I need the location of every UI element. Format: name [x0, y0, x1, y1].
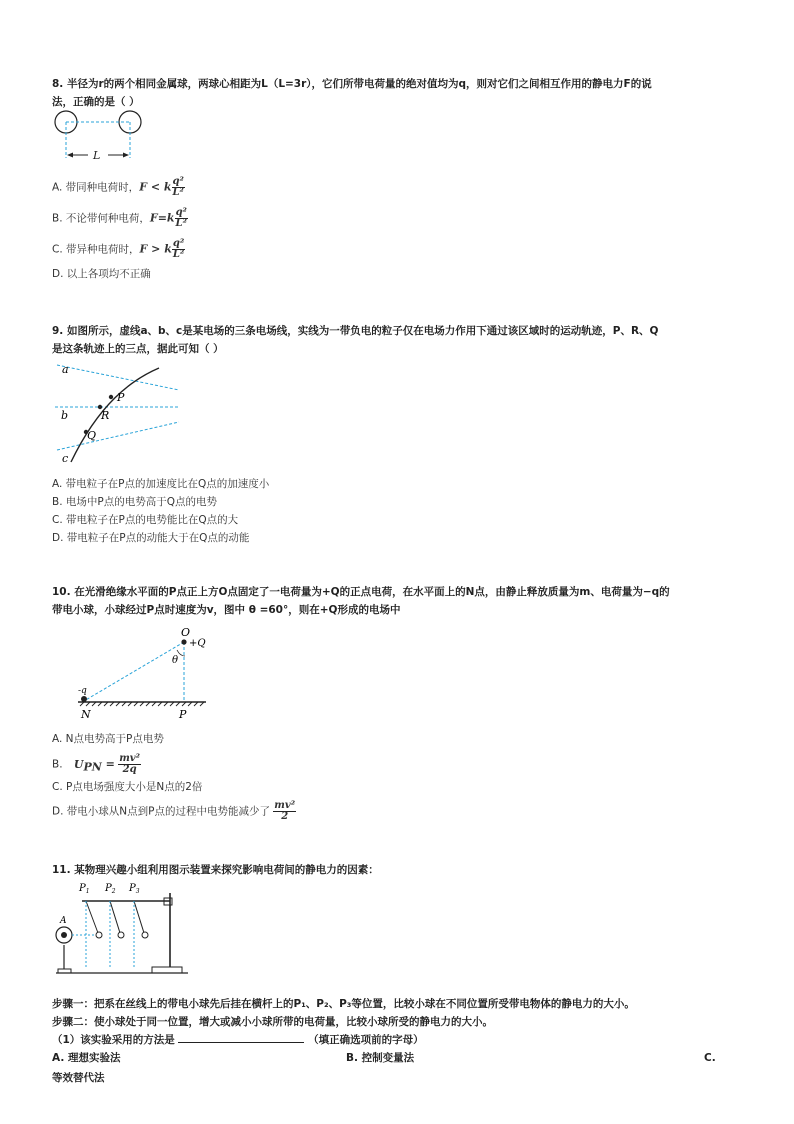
- q8-stem-line2: 法，正确的是（ ）: [52, 96, 140, 108]
- stand-right-base: [152, 967, 182, 973]
- arrowhead-right-icon: [123, 153, 129, 158]
- fraction-denominator: 2: [281, 811, 289, 822]
- fraction-numerator: q²: [172, 176, 184, 187]
- field-line-c: [57, 422, 179, 450]
- q9-stem-line2: 是这条轨迹上的三点，据此可知（ ）: [52, 343, 224, 355]
- q11-sub1-suffix: （填正确选项前的字母）: [308, 1034, 424, 1046]
- q11-step1: 步骤一：把系在丝线上的带电小球先后挂在横杆上的P₁、P₂、P₃等位置，比较小球在不同位置所受带电物体的静电力的大小。: [52, 998, 635, 1010]
- q8-stem: [52, 75, 652, 111]
- q9-option-c: C. 带电粒子在P点的电势能比在Q点的大: [52, 514, 239, 526]
- label-p1: $P_1$: [79, 883, 90, 895]
- fraction: [172, 239, 185, 260]
- fraction-denominator: 2q: [122, 764, 137, 775]
- fraction: [118, 754, 141, 775]
- q11-sub1-prefix: （1）该实验采用的方法是: [52, 1034, 175, 1046]
- q8-option-c: [52, 239, 185, 260]
- label-p: P: [117, 391, 125, 404]
- answer-blank[interactable]: [178, 1032, 304, 1043]
- q8-option-c-formula: F > k: [139, 242, 172, 256]
- ball-2: [118, 932, 124, 938]
- q8-figure: [50, 108, 150, 164]
- label-L: L: [93, 149, 101, 162]
- fraction: [273, 801, 296, 822]
- q9-option-a: A. 带电粒子在P点的加速度比在Q点的加速度小: [52, 478, 270, 490]
- field-line-a: [57, 365, 179, 390]
- label-p3: $P_3$: [129, 883, 140, 895]
- q9-option-d: D. 带电粒子在P点的动能大于在Q点的动能: [52, 532, 250, 544]
- q9-option-b: B. 电场中P点的电势高于Q点的电势: [52, 496, 217, 508]
- label-plus-q: +Q: [189, 638, 206, 649]
- charged-body-a-core: [61, 932, 67, 938]
- ball-n: [81, 696, 87, 702]
- q10-stem-line2: 带电小球，小球经过P点时速度为v，图中 θ =60°，则在+Q形成的电场中: [52, 604, 401, 616]
- trajectory: [71, 368, 159, 462]
- label-c: c: [62, 452, 69, 465]
- q9-stem: [52, 322, 658, 358]
- arrowhead-left-icon: [67, 153, 73, 158]
- q8-option-b: [52, 208, 188, 229]
- q8-option-c-text: C. 带异种电荷时，: [52, 243, 140, 256]
- thread-1: [86, 901, 98, 933]
- q10-stem: [52, 583, 670, 619]
- q11-stem: 11. 某物理兴趣小组利用图示装置来探究影响电荷间的静电力的因素：: [52, 864, 379, 876]
- label-minus-q: -q: [78, 686, 87, 696]
- q8-option-b-formula: F=k: [149, 211, 175, 225]
- q9-figure: [55, 362, 185, 467]
- q11-choice-a: A. 理想实验法: [52, 1052, 121, 1064]
- q8-option-a: [52, 177, 185, 198]
- q11-choice-c-text: 等效替代法: [52, 1072, 105, 1084]
- formula-subscript: PN: [83, 760, 102, 774]
- line-o-n: [84, 642, 184, 701]
- q10-option-d: [52, 801, 296, 822]
- label-a: A: [60, 916, 67, 926]
- formula-equals: =: [101, 757, 115, 771]
- fraction: [175, 208, 188, 229]
- fraction-numerator: q²: [172, 238, 185, 249]
- q8-option-d: D. 以上各项均不正确: [52, 268, 151, 280]
- q11-choice-b: B. 控制变量法: [346, 1052, 415, 1064]
- fraction-numerator: mv²: [274, 800, 296, 811]
- label-p: P: [179, 708, 187, 721]
- label-b: b: [61, 409, 69, 422]
- formula-u: U: [73, 757, 84, 771]
- q8-option-b-text: B. 不论带何种电荷，: [52, 212, 150, 225]
- thread-3: [134, 901, 144, 933]
- label-theta: θ: [172, 655, 179, 666]
- label-o: O: [181, 626, 191, 639]
- q8-stem-line1: 8. 半径为r的两个相同金属球，两球心相距为L（L=3r），它们所带电荷量的绝对值均为q，则对它们之间相互作用的静电力F的说: [52, 78, 652, 90]
- fraction-denominator: L²: [172, 187, 184, 198]
- q11-figure: [52, 877, 192, 977]
- q10-option-b-prefix: B.: [52, 758, 63, 771]
- fraction-denominator: L²: [172, 249, 185, 260]
- fraction-numerator: mv²: [119, 753, 140, 764]
- ball-3: [142, 932, 148, 938]
- q8-option-a-formula: F < k: [139, 180, 172, 194]
- q10-option-a: A. N点电势高于P点电势: [52, 733, 164, 745]
- q10-stem-line1: 10. 在光滑绝缘水平面的P点正上方O点固定了一电荷量为+Q的正点电荷，在水平面上的N点，由静止释放质量为m、电荷量为−q的: [52, 586, 670, 598]
- label-r: R: [101, 409, 110, 422]
- q10-option-d-text: D. 带电小球从N点到P点的过程中电势能减少了: [52, 805, 270, 818]
- q11-choice-c-letter: C.: [704, 1052, 716, 1064]
- fraction-numerator: q²: [175, 207, 187, 218]
- fraction: [172, 177, 185, 198]
- label-p2: $P_2$: [105, 883, 116, 895]
- label-q: Q: [87, 429, 97, 442]
- q10-figure: [72, 625, 222, 722]
- point-p: [109, 395, 113, 399]
- ball-1: [96, 932, 102, 938]
- thread-2: [110, 901, 120, 933]
- q8-option-a-text: A. 带同种电荷时，: [52, 181, 140, 194]
- fraction-denominator: L²: [175, 218, 187, 229]
- label-n: N: [81, 708, 91, 721]
- q10-option-b: [52, 754, 141, 776]
- q11-sub1: [52, 1031, 424, 1049]
- q11-step2: 步骤二：使小球处于同一位置，增大或减小小球所带的电荷量，比较小球所受的静电力的大小。: [52, 1016, 493, 1028]
- charge-o: [181, 639, 186, 644]
- q10-option-c: C. P点电场强度大小是N点的2倍: [52, 781, 203, 793]
- q9-stem-line1: 9. 如图所示，虚线a、b、c是某电场的三条电场线，实线为一带负电的粒子仅在电场力作用下通过该区域时的运动轨迹，P、R、Q: [52, 325, 659, 337]
- label-a: a: [62, 363, 69, 376]
